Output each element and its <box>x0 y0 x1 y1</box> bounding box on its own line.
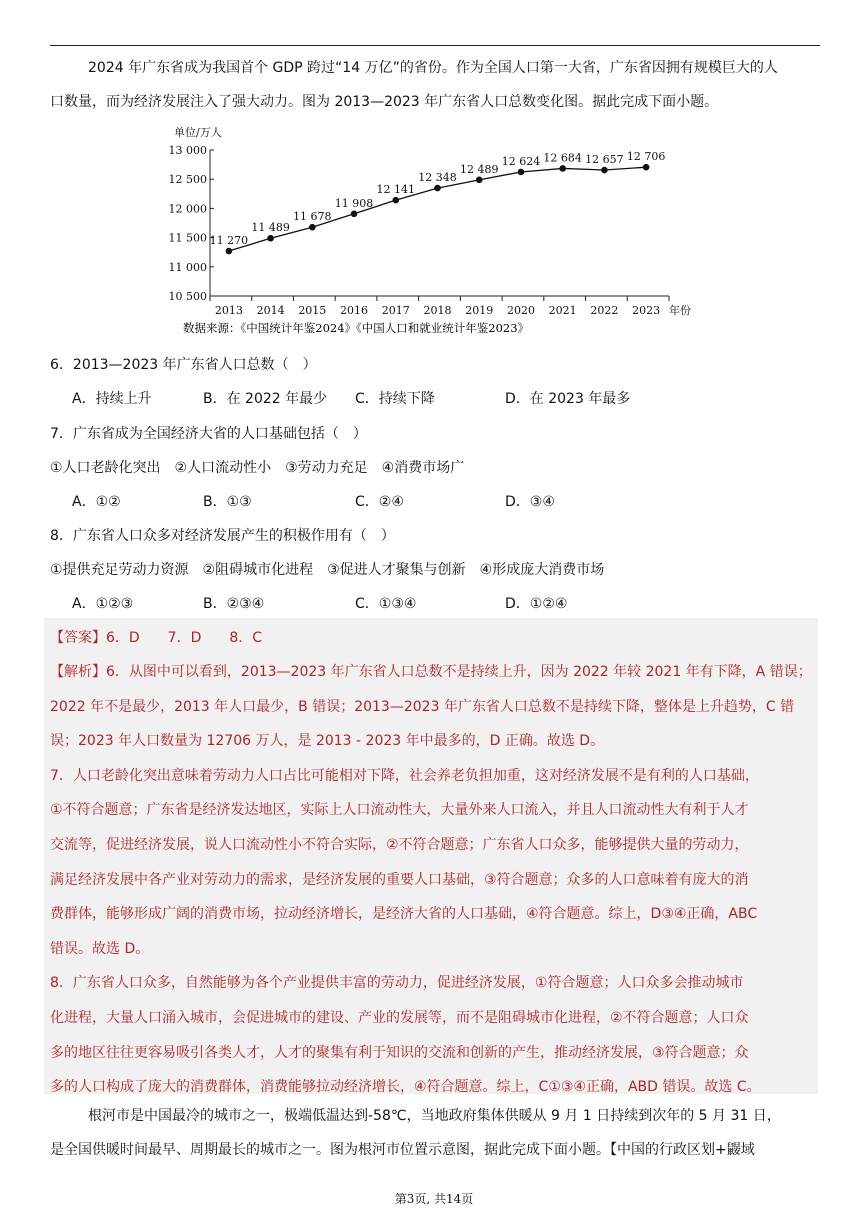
analysis-line: 费群体，能够形成广阔的消费市场，拉动经济增长，是经济大省的人口基础，④符合题意。综上，D③④正确，ABC <box>50 906 758 923</box>
q6-option-b[interactable]: B．在 2022 年最少 <box>203 391 328 407</box>
x-tick-label: 2014 <box>256 304 285 317</box>
analysis-line: 交流等，促进经济发展，说人口流动性小不符合实际，②不符合题意；广东省人口众多，能够提供大量的劳动力， <box>50 837 749 853</box>
q8-items: ①提供充足劳动力资源 ②阻碍城市化进程 ③促进人才聚集与创新 ④形成庞大消费市场 <box>50 562 605 578</box>
data-point <box>643 164 650 171</box>
next-intro-line-2: 是全国供暖时间最早、周期最长的城市之一。图为根河市位置示意图，据此完成下面小题。【中国的行政区划+鼹域 <box>50 1142 755 1158</box>
analysis-line: 2022 年不是最少，2013 年人口最少，B 错误；2013—2023 年广东省人口总数不是持续下降，整体是上升趋势，C 错 <box>50 698 795 715</box>
data-point <box>476 177 483 184</box>
x-tick-label: 2018 <box>423 304 452 317</box>
y-axis <box>169 144 215 303</box>
data-point <box>309 224 316 231</box>
analysis-line: 误；2023 年人口数量为 12706 万人，是 2013 - 2023 年中最多的，D 正确。故选 D。 <box>50 733 605 750</box>
data-label: 12 141 <box>376 183 416 197</box>
q8-option-d[interactable]: D．①②④ <box>505 596 568 612</box>
analysis-line: ①不符合题意；广东省是经济发达地区，实际上人口流动性大，大量外来人口流入，并且人口流动性大有利于人才 <box>50 802 749 819</box>
y-tick-label: 11 500 <box>168 231 207 245</box>
x-tick-label: 2020 <box>506 304 535 317</box>
data-label: 12 657 <box>585 153 624 167</box>
q8-option-a[interactable]: A．①②③ <box>72 596 134 612</box>
x-tick-label: 2022 <box>590 304 619 317</box>
q7-items: ①人口老龄化突出 ②人口流动性小 ③劳动力充足 ④消费市场广 <box>50 460 465 476</box>
x-tick-label: 2019 <box>465 304 494 317</box>
chart-source: 数据来源：《中国统计年鉴2024》《中国人口和就业统计年鉴2023》 <box>183 321 530 335</box>
chart-y-unit: 单位/万人 <box>174 126 222 139</box>
q7-option-a[interactable]: A．①② <box>72 494 121 510</box>
population-line-chart <box>150 122 710 344</box>
data-point <box>434 185 441 192</box>
x-tick-label: 2013 <box>214 304 243 317</box>
q7-stem: 7．广东省成为全国经济大省的人口基础包括（ ） <box>50 426 367 442</box>
data-point <box>226 248 233 255</box>
x-tick-label: 2017 <box>381 304 410 317</box>
q7-option-d[interactable]: D．③④ <box>505 494 555 510</box>
data-label: 12 348 <box>418 171 457 185</box>
data-label: 12 489 <box>459 162 499 176</box>
analysis-line: 【解析】6．从图中可以看到，2013—2023 年广东省人口总数不是持续上升，因为 2022 年较 2021 年有下降，A 错误； <box>50 664 812 680</box>
q6-option-a[interactable]: A．持续上升 <box>72 391 152 407</box>
q7-option-b[interactable]: B．①③ <box>203 494 252 510</box>
x-tick-label: 2021 <box>548 304 577 317</box>
data-label: 11 908 <box>334 196 374 210</box>
data-label: 12 706 <box>626 150 666 164</box>
x-tick-label: 2023 <box>632 304 661 317</box>
intro-line-1: 2024 年广东省成为我国首个 GDP 跨过“14 万亿”的省份。作为全国人口第一大省，广东省因拥有规模巨大的人 <box>88 60 778 76</box>
data-label: 12 624 <box>501 154 541 168</box>
next-intro-line-1: 根河市是中国最冷的城市之一，极端低温达到-58℃，当地政府集体供暖从 9 月 1 日持续到次年的 5 月 31 日， <box>88 1108 781 1124</box>
data-point <box>392 197 399 204</box>
data-point <box>351 210 358 217</box>
q6-stem: 6．2013—2023 年广东省人口总数（ ） <box>50 357 317 373</box>
data-point <box>601 167 608 174</box>
x-tick-label: 2016 <box>340 304 369 317</box>
chart-x-unit: 年份 <box>669 304 691 317</box>
data-point <box>518 169 525 176</box>
analysis-line: 错误。故选 D。 <box>50 940 150 957</box>
data-label: 11 678 <box>293 210 332 224</box>
y-tick-label: 10 500 <box>168 290 207 303</box>
analysis-line: 多的地区往往更容易吸引各类人才，人才的聚集有利于知识的交流和创新的产生，推动经济发展，③符合题意；众 <box>50 1044 749 1061</box>
data-label: 11 270 <box>209 234 249 248</box>
y-tick-label: 11 000 <box>168 260 207 274</box>
y-tick-label: 12 500 <box>168 173 207 187</box>
analysis-line: 化进程，大量人口涌入城市，会促进城市的建设、产业的发展等，而不是阻碍城市化进程，②不符合题意；人口众 <box>50 1010 749 1026</box>
q8-option-c[interactable]: C．①③④ <box>355 596 417 612</box>
q8-option-b[interactable]: B．②③④ <box>203 596 265 612</box>
analysis-line: 8．广东省人口众多，自然能够为各个产业提供丰富的劳动力，促进经济发展，①符合题意；人口众多会推动城市 <box>50 975 744 992</box>
q8-stem: 8．广东省人口众多对经济发展产生的积极作用有（ ） <box>50 528 395 544</box>
x-axis <box>210 296 669 317</box>
q6-option-c[interactable]: C．持续下降 <box>355 391 435 407</box>
top-rule <box>50 45 820 46</box>
data-label: 12 684 <box>543 151 582 165</box>
y-tick-label: 13 000 <box>168 144 207 157</box>
analysis-line: 多的人口构成了庞大的消费群体，消费能够拉动经济增长，④符合题意。综上，C①③④正确，ABD 错误。故选 C。 <box>50 1079 761 1096</box>
answer-line: 【答案】6．D 7．D 8．C <box>50 630 263 646</box>
page-footer: 第3页, 共14页 <box>394 1192 474 1206</box>
y-tick-label: 12 000 <box>168 202 207 216</box>
q6-option-d[interactable]: D．在 2023 年最多 <box>505 391 631 407</box>
data-point <box>559 165 566 172</box>
q7-option-c[interactable]: C．②④ <box>355 494 404 510</box>
analysis-line: 7．人口老龄化突出意味着劳动力人口占比可能相对下降，社会养老负担加重，这对经济发展不是有利的人口基础， <box>50 767 759 784</box>
data-label: 11 489 <box>251 221 290 235</box>
analysis-line: 满足经济发展中各产业对劳动力的需求，是经济发展的重要人口基础，③符合题意；众多的人口意味着有庞大的消 <box>50 871 749 888</box>
series-line <box>210 150 666 254</box>
x-tick-label: 2015 <box>298 304 327 317</box>
data-point <box>267 235 274 242</box>
intro-line-2: 口数量，而为经济发展注入了强大动力。图为 2013—2023 年广东省人口总数变化图。据此完成下面小题。 <box>50 94 719 110</box>
